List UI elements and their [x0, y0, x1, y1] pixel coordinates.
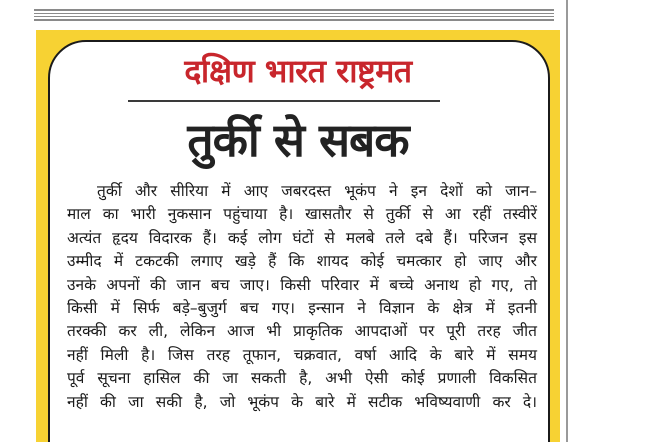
- body-line: उनके अपनों की जान बच जाए। किसी परिवार में बच्चे अनाथ हो गए, तो: [67, 275, 537, 294]
- top-rule: [34, 9, 554, 21]
- editorial-headline: तुर्की से सबक: [187, 113, 409, 167]
- body-line: तरक्की कर ली, लेकिन आज भी प्राकृतिक आपदाओं पर पूरी तरह जीत: [67, 322, 537, 341]
- body-line: पूर्व सूचना हासिल की जा सकती है, अभी ऐसी कोई प्रणाली विकसित: [67, 369, 537, 388]
- body-line: नहीं की जा सकी है, जो भूकंप के बारे में सटीक भविष्यवाणी कर दे।: [67, 392, 537, 411]
- body-line: उम्मीद में टकटकी लगाए खड़े हैं कि शायद कोई चमत्कार हो जाए और: [67, 252, 537, 271]
- body-line: किसी में सिर्फ बड़े–बुजुर्ग बच गए। इन्सान ने विज्ञान के क्षेत्र में इतनी: [67, 298, 537, 317]
- masthead-underline: [128, 100, 440, 102]
- body-line: माल का भारी नुकसान पहुंचाया है। खासतौर से तुर्की से आ रहीं तस्वीरें: [67, 205, 537, 224]
- body-line: तुर्की और सीरिया में आए जबरदस्त भूकंप ने इन देशों को जान–: [97, 182, 537, 200]
- body-line: नहीं मिली है। जिस तरह तूफान, चक्रवात, वर्षा आदि के बारे में समय: [67, 345, 537, 364]
- masthead-title: दक्षिण भारत राष्ट्रमत: [184, 52, 412, 90]
- column-divider: [566, 0, 568, 442]
- body-line: अत्यंत हृदय विदारक हैं। कई लोग घंटों से मलबे तले दबे हैं। परिजन इस: [67, 228, 537, 247]
- editorial-body: [67, 180, 537, 414]
